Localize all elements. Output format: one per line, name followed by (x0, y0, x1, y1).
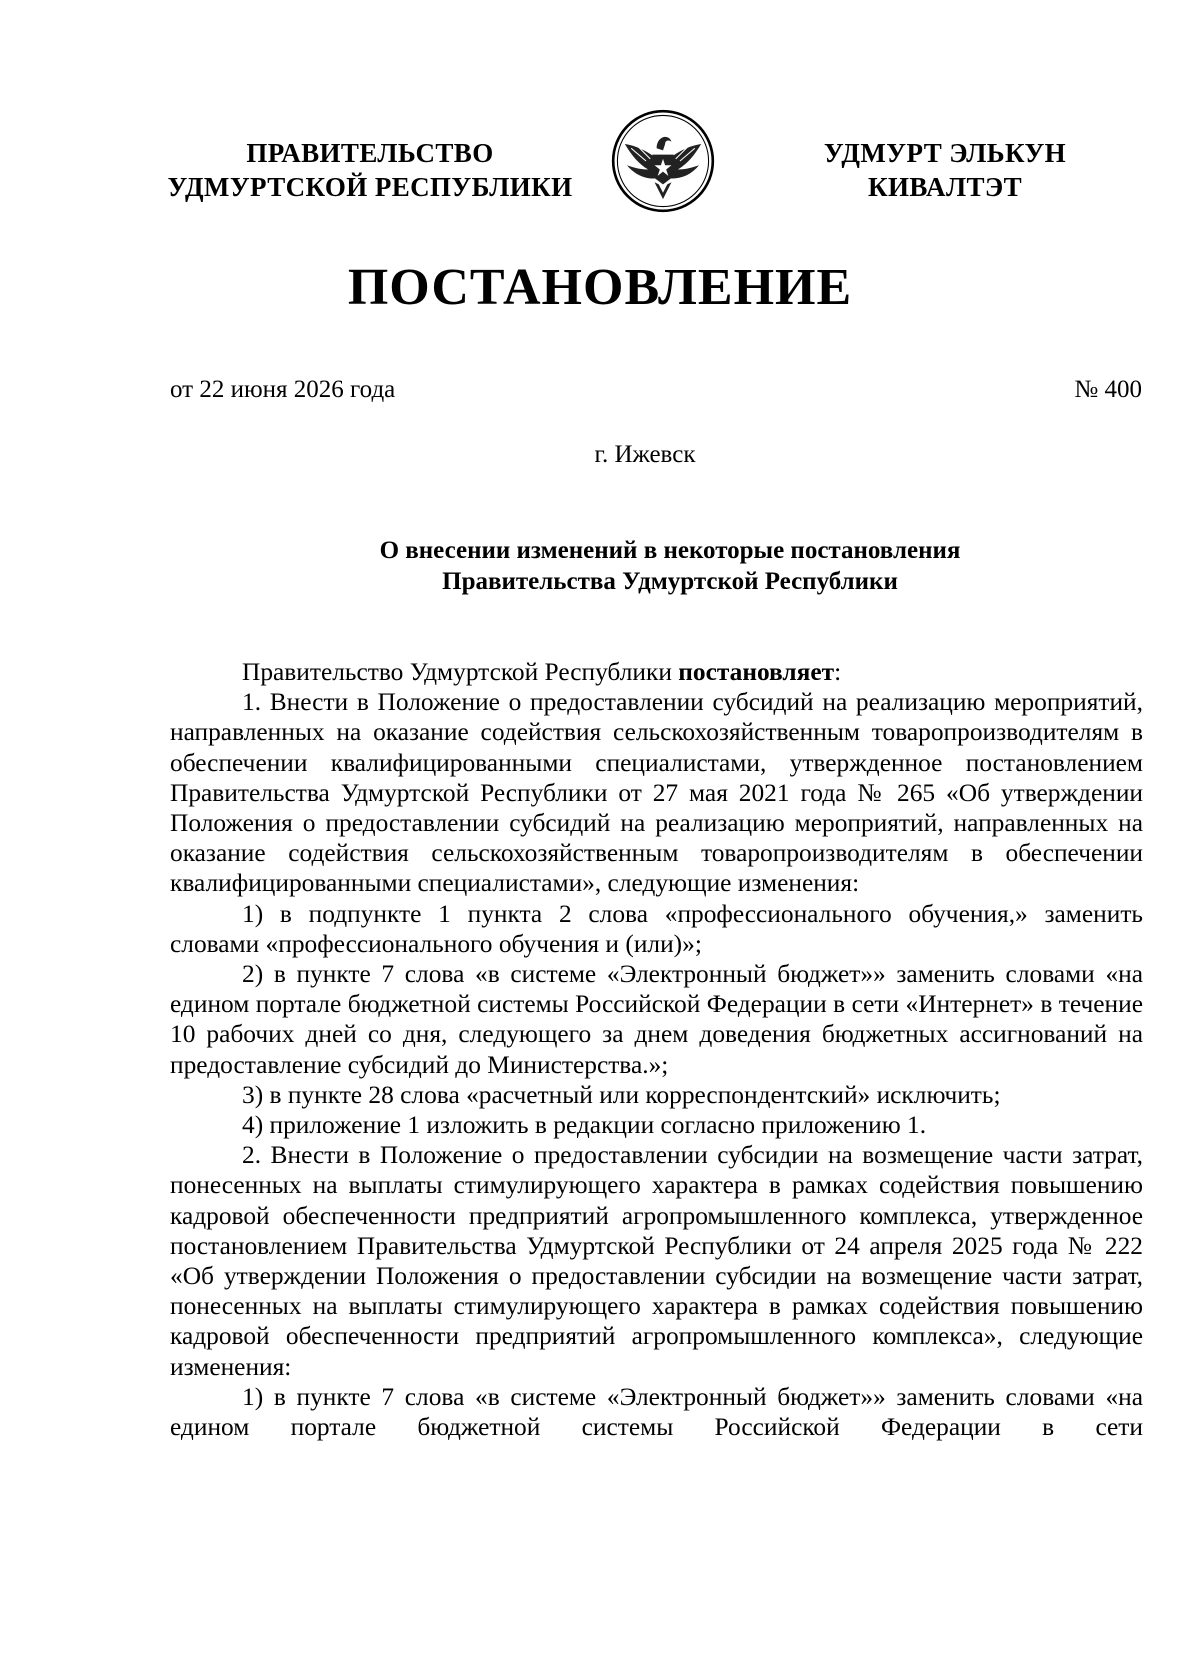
body-paragraph: 1. Внести в Положение о предоставлении субсидий на реализацию мероприятий, направленных на оказание содействия сельскохозяйственным товаропроизводителям в обеспечении квалифицированными специалистами, утвержденное постановлением Правительства Удмуртской Республики от 27 мая 2021 года № 265 «Об утверждении Положения о предоставлении субсидий на реализацию мероприятий, направленных на оказание содействия сельскохозяйственным товаропроизводителям в обеспечении квалифицированными специалистами», следующие изменения: (170, 688, 1143, 898)
government-title-line: УДМУРТСКОЙ РЕСПУБЛИКИ (167, 172, 573, 202)
government-title-line: КИВАЛТЭТ (867, 172, 1023, 202)
body-paragraph: 1) в пункте 7 слова «в системе «Электронный бюджет»» заменить словами «на едином портале бюджетной системы Российской Федерации в сети (170, 1382, 1143, 1442)
document-number: № 400 (1074, 376, 1142, 403)
body-paragraph: 2) в пункте 7 слова «в системе «Электронный бюджет»» заменить словами «на едином портале бюджетной системы Российской Федерации в сети «Интернет» в течение 10 рабочих дней со дня, следующего за днем доведения бюджетных ассигнований на предоставление субсидий до Министерства.»; (170, 960, 1143, 1079)
subject-line: Правительства Удмуртской Республики (442, 568, 898, 595)
subject-line: О внесении изменений в некоторые постановления (379, 537, 961, 564)
preamble: Правительство Удмуртской Республики постановляет: (242, 658, 842, 686)
document-type-title: ПОСТАНОВЛЕНИЕ (347, 259, 853, 316)
government-title-line: ПРАВИТЕЛЬСТВО (246, 138, 494, 168)
body-paragraph: 1) в подпункте 1 пункта 2 слова «профессионального обучения,» заменить словами «профессионального обучения и (или)»; (170, 899, 1143, 958)
udmurt-coat-of-arms-icon (610, 108, 716, 214)
government-title-udm (790, 136, 1100, 204)
government-title-line: УДМУРТ ЭЛЬКУН (823, 138, 1067, 168)
body-paragraph: 3) в пункте 28 слова «расчетный или корреспондентский» исключить; (242, 1080, 1001, 1109)
document-subject (240, 535, 1100, 597)
document-date: от 22 июня 2026 года (170, 376, 396, 403)
government-title-ru (150, 136, 590, 204)
body-paragraph: 2. Внести в Положение о предоставлении субсидии на возмещение части затрат, понесенных на выплаты стимулирующего характера в рамках содействия повышению кадровой обеспеченности предприятий агропромышленного комплекса, утвержденное постановлением Правительства Удмуртской Республики от 24 апреля 2025 года № 222 «Об утверждении Положения о предоставлении субсидии на возмещение части затрат, понесенных на выплаты стимулирующего характера в рамках содействия повышению кадровой обеспеченности предприятий агропромышленного комплекса», следующие изменения: (170, 1141, 1143, 1381)
body-paragraph: 4) приложение 1 изложить в редакции согласно приложению 1. (242, 1111, 927, 1140)
document-body (170, 657, 1143, 1442)
document-city: г. Ижевск (594, 441, 696, 468)
